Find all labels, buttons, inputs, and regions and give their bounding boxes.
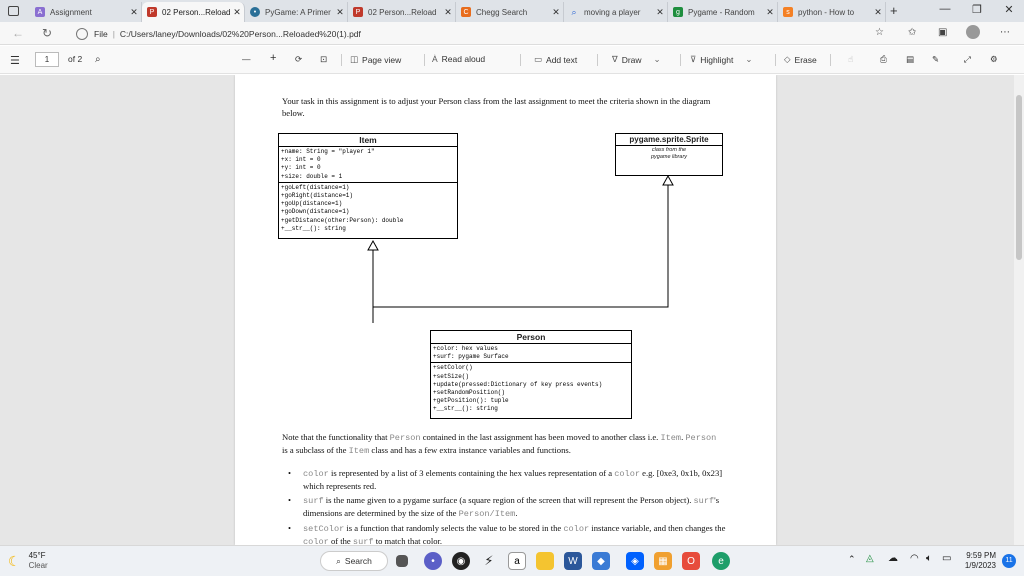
- draw-icon: ∇: [612, 54, 618, 64]
- sprite-note-line: class from the: [651, 147, 687, 153]
- pygame-site-icon: g: [673, 7, 683, 17]
- collections-icon[interactable]: ▣: [938, 27, 948, 38]
- file-explorer-icon[interactable]: [536, 552, 554, 570]
- person-method: +update(pressed:Dictionary of key press events): [433, 380, 603, 388]
- taskbar-search-label: Search: [344, 556, 372, 566]
- moon-icon: ☾: [8, 552, 21, 569]
- save-as-icon[interactable]: ✎: [932, 54, 940, 64]
- wifi-icon[interactable]: ◠: [910, 553, 919, 564]
- stackoverflow-icon: s: [783, 7, 793, 17]
- url-text: C:/Users/laney/Downloads/02%20Person...Reloaded%20(1).pdf: [119, 28, 361, 39]
- bullet-text: e.g. [0xe3, 0x1b, 0x23] which represents red.: [303, 468, 723, 492]
- item-class-title: Item: [279, 134, 457, 147]
- person-attribute: +surf: pygame Surface: [433, 353, 509, 361]
- tab-pdf-active[interactable]: P 02 Person...Reload ✕: [142, 2, 245, 22]
- pdf-toolbar: [0, 46, 1024, 74]
- list-item: [291, 467, 736, 493]
- erase-label: Erase: [794, 54, 817, 65]
- code-item: Item: [348, 446, 370, 457]
- word-icon[interactable]: W: [564, 552, 582, 570]
- edge-icon[interactable]: e: [712, 552, 730, 570]
- highlight-label: Highlight: [700, 54, 734, 65]
- page-view-icon: ◫: [350, 54, 359, 64]
- code-surf: surf: [303, 495, 324, 506]
- paint-icon[interactable]: ◆: [592, 552, 610, 570]
- toolbar-divider: [680, 54, 681, 66]
- page-view-button[interactable]: [350, 54, 401, 65]
- close-icon[interactable]: ✕: [766, 6, 774, 17]
- note-text: contained in the last assignment has been moved to another class i.e.: [420, 432, 661, 442]
- add-text-icon: ▭: [534, 54, 543, 64]
- taskbar-search[interactable]: [320, 551, 388, 571]
- task-view-icon[interactable]: [396, 555, 408, 567]
- tab-chegg[interactable]: C Chegg Search ✕: [456, 2, 564, 22]
- tab-search-moving-player[interactable]: ⌕ moving a player ✕: [564, 2, 668, 22]
- code-person-item: Person/Item: [458, 509, 516, 520]
- clock[interactable]: [962, 551, 996, 571]
- read-aloud-icon: A͗: [432, 54, 438, 64]
- toolbar-divider: [424, 54, 425, 66]
- item-attributes: [279, 147, 457, 182]
- zoom-in-button[interactable]: +: [270, 52, 277, 64]
- bullet-text: to match that color.: [373, 536, 443, 545]
- back-icon[interactable]: ←: [12, 26, 24, 40]
- eraser-icon: ◇: [784, 54, 791, 64]
- chegg-icon: C: [461, 7, 471, 17]
- person-method: +setSize(): [433, 372, 470, 380]
- requirements-list: [291, 467, 736, 545]
- close-icon[interactable]: ✕: [233, 6, 241, 17]
- sprite-class-title: pygame.sprite.Sprite: [616, 134, 722, 146]
- tab-strip: [0, 0, 1024, 22]
- uml-person-class: [430, 330, 632, 419]
- note-text: class and has a few extra instance variables and functions.: [369, 445, 571, 456]
- url-scheme: File: [94, 28, 108, 39]
- bullet-text: is a function that randomly selects the value to be stored in the: [344, 522, 564, 533]
- scrollbar-thumb[interactable]: [1016, 95, 1022, 260]
- favorites-icon[interactable]: ✩: [908, 27, 917, 38]
- clock-time: 9:59 PM: [966, 551, 996, 560]
- code-color: color: [303, 537, 329, 545]
- bullet-text: .: [515, 508, 518, 519]
- toolbar-divider: [597, 54, 598, 66]
- settings-icon[interactable]: ⚙: [990, 54, 998, 64]
- code-color: color: [614, 469, 641, 479]
- item-method: +goUp(distance=1): [281, 200, 343, 208]
- code-setcolor: setColor: [303, 523, 345, 534]
- uml-item-class: [278, 133, 458, 239]
- page-number-input[interactable]: 1: [35, 52, 59, 67]
- more-menu-icon[interactable]: ⋯: [1000, 27, 1010, 38]
- close-icon[interactable]: ✕: [656, 6, 664, 17]
- item-method: +goLeft(distance=1): [281, 183, 350, 191]
- chevron-down-icon[interactable]: ⌄: [745, 54, 753, 64]
- item-method: +goDown(distance=1): [281, 208, 350, 216]
- search-icon: ⌕: [571, 6, 577, 17]
- item-method: +__str__(): string: [281, 224, 346, 232]
- weather-widget[interactable]: [8, 551, 48, 571]
- weather-desc: Clear: [28, 561, 48, 570]
- office-icon[interactable]: O: [682, 552, 700, 570]
- list-item: [291, 522, 736, 545]
- print-icon[interactable]: ⎙: [880, 54, 887, 64]
- draw-button[interactable]: [612, 54, 661, 65]
- sprite-note-line: pygame library: [650, 154, 688, 160]
- address-bar-row: [0, 22, 1024, 45]
- person-method: +getPosition(): tuple: [433, 397, 509, 405]
- code-item: Item: [660, 433, 682, 443]
- find-icon[interactable]: ⌕: [95, 54, 101, 65]
- page-view-label: Page view: [362, 54, 402, 65]
- tab-python-how-to[interactable]: s python - How to ✕: [778, 2, 886, 22]
- close-icon[interactable]: ✕: [444, 6, 452, 17]
- amazon-icon[interactable]: a: [508, 552, 526, 570]
- weather-temp: 45°F: [28, 551, 46, 560]
- minimize-button[interactable]: —: [939, 3, 951, 15]
- search-icon: ⌕: [336, 555, 341, 566]
- tab-assignment-icon: A: [35, 7, 45, 17]
- new-tab-button[interactable]: +: [890, 3, 898, 18]
- bullet-text: of the: [328, 536, 353, 545]
- item-attribute: +size: double = 1: [281, 172, 343, 180]
- tab-pygame-primer[interactable]: • PyGame: A Primer ✕: [245, 2, 348, 22]
- code-color: color: [563, 523, 590, 534]
- contents-icon[interactable]: ☰: [10, 55, 20, 67]
- google-drive-icon[interactable]: ◬: [866, 553, 874, 564]
- cloud-icon[interactable]: ☁: [888, 553, 898, 564]
- item-method: +goRight(distance=1): [281, 192, 354, 200]
- intro-paragraph: Your task in this assignment is to adjust your Person class from the last assignment to meet the criteria shown in the diagram below.: [282, 96, 711, 119]
- pdf-viewer: [0, 75, 1024, 545]
- person-method: +__str__(): string: [433, 405, 498, 413]
- item-inheritance-arrowhead: [368, 241, 378, 250]
- code-surf: surf: [352, 537, 374, 545]
- refresh-icon[interactable]: ↻: [42, 26, 53, 40]
- toolbar-divider: [341, 54, 342, 66]
- item-attribute: +x: int = 0: [281, 156, 321, 164]
- toolbar-divider: [830, 54, 831, 66]
- bullet-text: is represented by a list of 3 elements containing the hex values representation of a: [328, 468, 615, 478]
- person-attributes: [431, 344, 631, 362]
- profile-avatar[interactable]: [966, 25, 980, 39]
- note-paragraph: [282, 431, 722, 458]
- notification-badge[interactable]: 11: [1002, 554, 1016, 568]
- add-favorite-icon[interactable]: ☆: [875, 27, 884, 38]
- pygame-site-icon: •: [250, 7, 260, 17]
- dropbox-icon[interactable]: ◈: [626, 552, 644, 570]
- tab-actions-icon[interactable]: [8, 6, 19, 16]
- zoom-out-button[interactable]: —: [242, 54, 251, 64]
- erase-button[interactable]: [784, 54, 817, 65]
- sprite-inheritance-arrowhead: [663, 176, 673, 185]
- bullet-text: instance variable, and then changes the: [589, 522, 726, 533]
- highlight-icon: ⊽: [690, 54, 697, 64]
- toolbar-divider: [775, 54, 776, 66]
- item-attribute: +name: String = "player 1": [281, 148, 375, 155]
- person-attribute: +color: hex values: [433, 345, 498, 352]
- pycharm-icon[interactable]: ⚡: [484, 553, 494, 568]
- person-methods: [431, 362, 631, 414]
- close-icon[interactable]: ✕: [552, 6, 560, 17]
- person-class-title: Person: [431, 331, 631, 344]
- pdf-page: [235, 75, 776, 545]
- sprite-class-note: [616, 146, 722, 161]
- toolbar-divider: [520, 54, 521, 66]
- pdf-icon: P: [147, 7, 157, 17]
- code-person: Person: [685, 433, 717, 443]
- bullet-text: 's dimensions are determined by the size of the: [303, 494, 720, 519]
- fit-page-icon[interactable]: ⊡: [320, 54, 328, 64]
- person-method: +setRandomPosition(): [433, 389, 506, 397]
- draw-label: Draw: [621, 54, 642, 65]
- rotate-icon[interactable]: ⟳: [295, 54, 303, 64]
- tab-pdf-2[interactable]: P 02 Person...Reload ✕: [348, 2, 456, 22]
- tab-pygame-random[interactable]: g Pygame - Random ✕: [668, 2, 778, 22]
- pdf-icon: P: [353, 7, 363, 17]
- item-methods: [279, 182, 457, 234]
- save-icon[interactable]: ▤: [906, 54, 915, 64]
- chevron-up-icon[interactable]: ⌃: [848, 554, 856, 564]
- bullet-text: is the name given to a pygame surface (a square region of the screen that will represent the Person object).: [323, 494, 694, 505]
- start-icon[interactable]: [292, 554, 307, 569]
- address-bar[interactable]: [68, 25, 858, 42]
- list-item: [291, 494, 736, 521]
- add-text-label: Add text: [546, 54, 578, 65]
- tab-assignment[interactable]: A Assignment ✕: [30, 2, 142, 22]
- close-icon[interactable]: ✕: [874, 6, 882, 17]
- clock-date: 1/9/2023: [964, 561, 996, 570]
- url-separator: |: [112, 28, 115, 39]
- note-text: Note that the functionality that: [282, 432, 390, 442]
- close-icon[interactable]: ✕: [130, 6, 138, 17]
- chat-icon[interactable]: •: [424, 552, 442, 570]
- highlight-button[interactable]: [690, 54, 752, 65]
- code-person: Person: [389, 433, 421, 443]
- info-icon: [76, 28, 88, 40]
- fullscreen-icon[interactable]: ⤢: [964, 54, 971, 64]
- read-aloud-button[interactable]: [432, 54, 485, 64]
- vertical-scrollbar[interactable]: [1014, 75, 1024, 545]
- volume-icon[interactable]: 🔈︎: [926, 553, 932, 564]
- read-aloud-label: Read aloud: [441, 54, 486, 64]
- item-attribute: +y: int = 0: [281, 164, 321, 172]
- battery-icon[interactable]: ▭: [942, 553, 952, 564]
- close-window-button[interactable]: ✕: [1004, 4, 1014, 16]
- close-icon[interactable]: ✕: [336, 6, 344, 17]
- code-color: color: [303, 469, 329, 479]
- chevron-down-icon[interactable]: ⌄: [653, 54, 661, 64]
- calculator-icon[interactable]: ▦: [654, 552, 672, 570]
- touch-icon[interactable]: ☝: [848, 54, 854, 64]
- add-text-button[interactable]: [534, 54, 577, 65]
- restore-button[interactable]: ❐: [972, 4, 982, 16]
- code-surf: surf: [693, 495, 715, 506]
- item-method: +getDistance(other:Person): double: [281, 216, 404, 224]
- note-text: .: [681, 432, 686, 442]
- taskbar: [0, 545, 1024, 576]
- person-method: +setColor(): [433, 364, 473, 372]
- page-total: of 2: [68, 54, 83, 64]
- github-icon[interactable]: ◉: [452, 552, 470, 570]
- uml-sprite-class: [615, 133, 723, 176]
- note-text: is a subclass of the: [282, 445, 349, 456]
